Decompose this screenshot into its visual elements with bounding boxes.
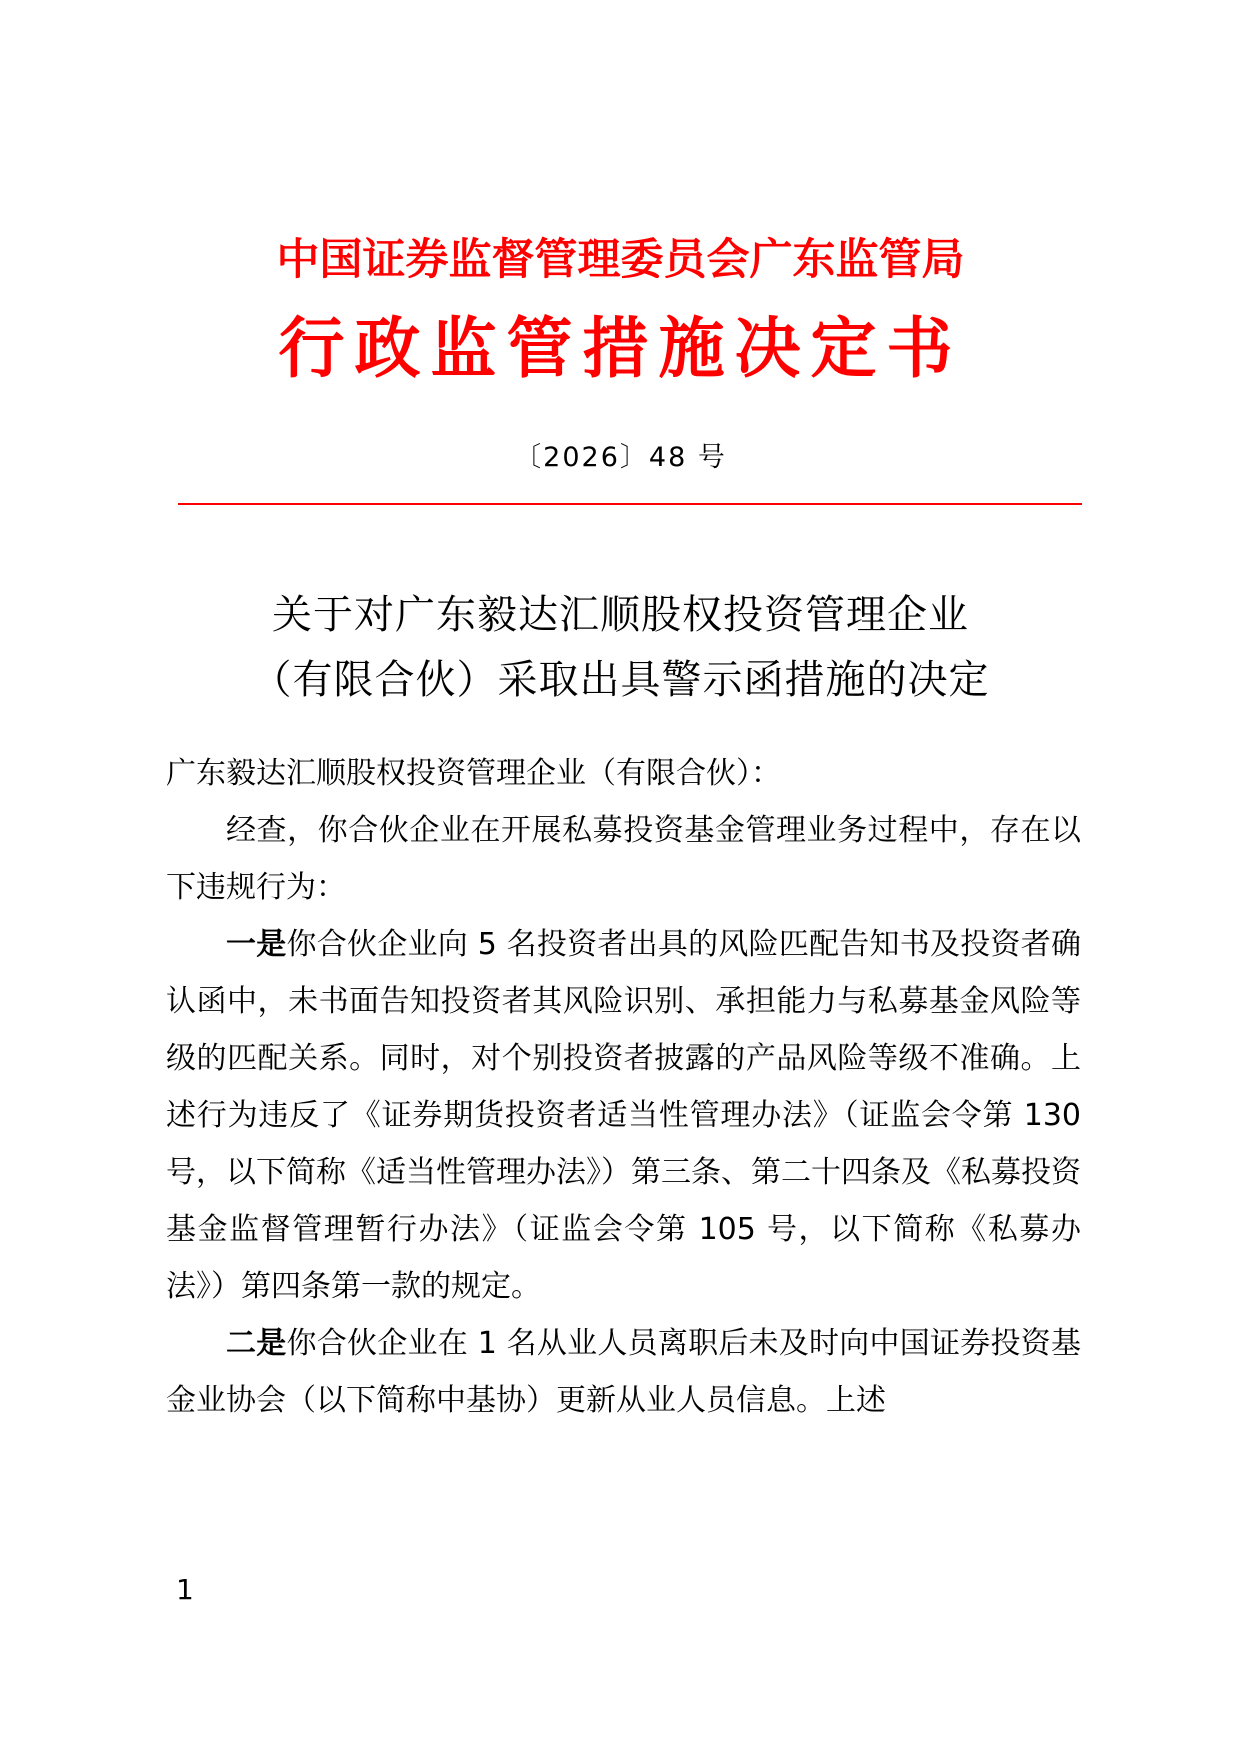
item-2-lead: 二是 xyxy=(226,1326,287,1361)
item-1-lead: 一是 xyxy=(226,927,287,962)
issuing-authority: 中国证券监督管理委员会广东监管局 xyxy=(276,235,965,285)
decision-title-line-2: （有限合伙）采取出具警示函措施的决定 xyxy=(251,657,990,703)
decision-title-line-1: 关于对广东毅达汇顺股权投资管理企业 xyxy=(272,592,969,638)
document-number: 〔2026〕48 号 xyxy=(514,442,727,473)
intro-paragraph: 经查，你合伙企业在开展私募投资基金管理业务过程中，存在以下违规行为： xyxy=(166,813,1081,905)
item-1-text: 你合伙企业向 5 名投资者出具的风险匹配告知书及投资者确认函中，未书面告知投资者其风险识别、承担能力与私募基金风险等级的匹配关系。同时，对个别投资者披露的产品风险等级不准确。上述行为违反了《证券期货投资者适当性管理办法》（证监会令第 130 号，以下简称《适当性管理办法》）第三条、第二十四条及《私募投资基金监督管理暂行办法》（证监会令第 105 号，以下简称《私募办法》）第四条第一款的规定。 xyxy=(166,927,1081,1304)
red-divider-line xyxy=(178,503,1082,505)
violation-item-2 xyxy=(166,1315,1081,1429)
page-number: 1 xyxy=(176,1573,194,1606)
violation-item-1 xyxy=(166,916,1081,1315)
item-2-text: 你合伙企业在 1 名从业人员离职后未及时向中国证券投资基金业协会（以下简称中基协）更新从业人员信息。上述 xyxy=(166,1326,1081,1418)
addressee: 广东毅达汇顺股权投资管理企业（有限合伙）： xyxy=(166,756,781,791)
decision-title xyxy=(0,583,1241,713)
document-body xyxy=(166,745,1081,1429)
document-type-heading: 行政监管措施决定书 xyxy=(278,310,963,387)
